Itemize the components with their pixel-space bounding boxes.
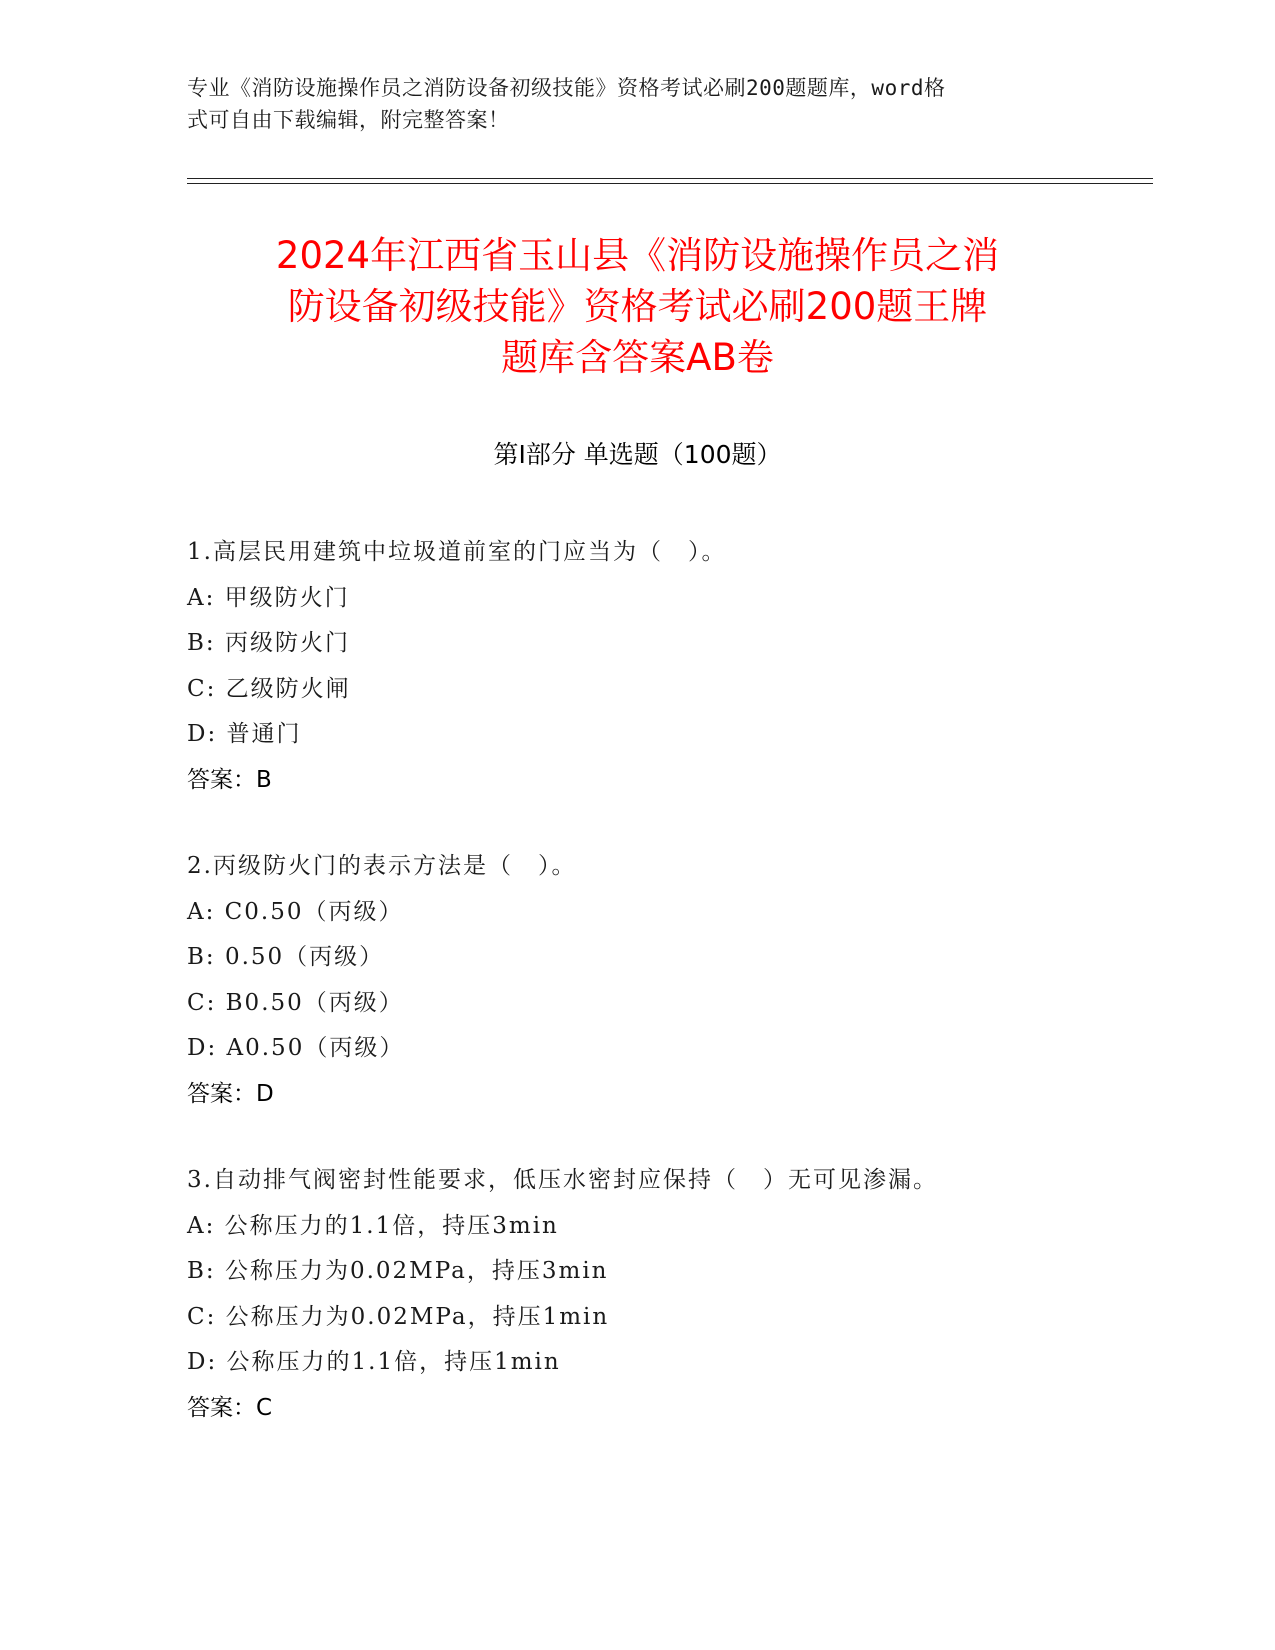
header-note-line-2: 式可自由下载编辑，附完整答案！: [187, 108, 510, 132]
title-line-3: 题库含答案AB卷: [501, 336, 774, 379]
option-d: D: A0.50（丙级）: [187, 1035, 405, 1061]
question-answer: 答案：B: [187, 766, 272, 793]
question-answer: 答案：D: [187, 1080, 274, 1107]
option-d: D: 普通门: [187, 721, 302, 747]
option-c: C: B0.50（丙级）: [187, 989, 404, 1016]
header-divider-bottom: [187, 183, 1153, 184]
question-item: [187, 1158, 1087, 1431]
document-title: [150, 230, 1125, 383]
question-item: [187, 530, 1087, 803]
document-header-note: [187, 72, 1067, 136]
question-stem: 1.高层民用建筑中垃圾道前室的门应当为（ ）。: [187, 539, 727, 565]
option-c: C: 公称压力为0.02MPa，持压1min: [187, 1303, 610, 1330]
option-a: A: 公称压力的1.1倍，持压3min: [187, 1212, 559, 1239]
question-list: [187, 530, 1087, 1472]
title-line-2: 防设备初级技能》资格考试必刷200题王牌: [287, 285, 988, 328]
option-a: A: C0.50（丙级）: [187, 898, 404, 925]
question-item: [187, 844, 1087, 1117]
option-b: B: 0.50（丙级）: [187, 944, 385, 970]
option-d: D: 公称压力的1.1倍，持压1min: [187, 1349, 561, 1375]
option-c: C: 乙级防火闸: [187, 675, 351, 702]
question-stem: 2.丙级防火门的表示方法是（ ）。: [187, 853, 577, 879]
question-answer: 答案：C: [187, 1394, 273, 1421]
option-b: B: 丙级防火门: [187, 630, 350, 656]
option-a: A: 甲级防火门: [187, 584, 350, 611]
title-line-1: 2024年江西省玉山县《消防设施操作员之消: [275, 234, 1000, 277]
header-note-line-1: 专业《消防设施操作员之消防设备初级技能》资格考试必刷200题题库，word格: [187, 76, 946, 100]
section-title: 第Ⅰ部分 单选题（100题）: [493, 440, 782, 469]
question-stem: 3.自动排气阀密封性能要求，低压水密封应保持（ ）无可见渗漏。: [187, 1167, 938, 1193]
header-divider-top: [187, 178, 1153, 179]
option-b: B: 公称压力为0.02MPa，持压3min: [187, 1258, 609, 1284]
